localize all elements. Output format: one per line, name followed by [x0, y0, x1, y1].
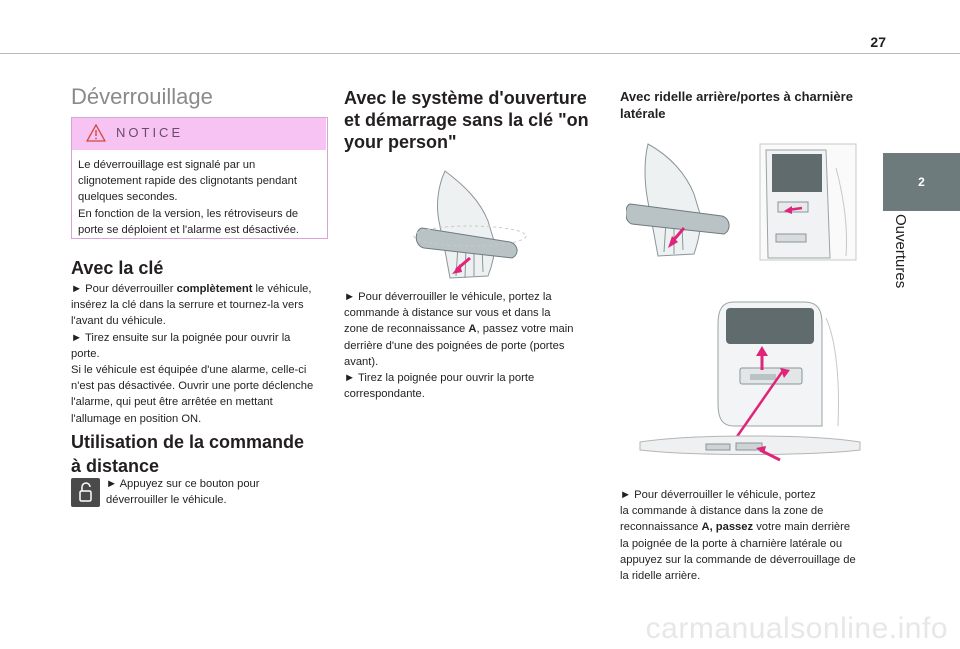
watermark: carmanualsonline.info [645, 612, 948, 645]
keyless-line: derrière d'une des poignées de porte (portes [344, 339, 565, 352]
text-span: , passez votre main [476, 323, 574, 336]
header-rule [0, 53, 960, 54]
key-heading: Avec la clé [71, 258, 164, 278]
text-span: reconnaissance [620, 521, 702, 534]
heading-line: Avec le système d'ouverture [344, 88, 587, 108]
key-line: l'allumage en position ON. [71, 412, 202, 425]
text-span: zone de reconnaissance [344, 323, 469, 336]
text-bold: A, passez [701, 521, 754, 534]
rear-line: la ridelle arrière. [620, 570, 701, 583]
notice-header [72, 118, 326, 150]
heading-line: your person" [344, 132, 457, 152]
keyless-line: commande à distance sur vous et dans la [344, 307, 551, 320]
rear-line: appuyez sur la commande de déverrouillage de [620, 553, 856, 566]
chapter-number: 2 [918, 175, 925, 189]
keyless-line: correspondante. [344, 388, 425, 401]
remote-line: déverrouiller le véhicule. [106, 494, 227, 507]
warning-icon [86, 124, 106, 142]
hand-on-handle-illustration [626, 138, 858, 264]
remote-line: ► Appuyez sur ce bouton pour [106, 478, 260, 490]
text-span: le véhicule, [252, 283, 312, 295]
section-title: Déverrouillage [71, 84, 213, 109]
rear-line: la poignée de la porte à charnière latérale ou [620, 537, 843, 550]
key-line: Si le véhicule est équipée d'une alarme, celle-ci [71, 364, 307, 377]
notice-line: quelques secondes. [78, 191, 178, 204]
key-line: insérez la clé dans la serrure et tournez-la vers [71, 299, 304, 312]
key-line: ► Tirez ensuite sur la poignée pour ouvrir la [71, 331, 291, 344]
heading-line: latérale [620, 106, 666, 121]
rear-line: la commande à distance dans la zone de [620, 505, 824, 518]
notice-line: clignotement rapide des clignotants pendant [78, 175, 297, 188]
text-bold: A [468, 323, 477, 336]
text-bold: complètement [176, 283, 253, 295]
rear-door-text [620, 487, 870, 584]
keyless-text [344, 289, 584, 402]
keyless-line: avant). [344, 355, 379, 368]
heading-line: Avec ridelle arrière/portes à charnière [620, 89, 853, 104]
key-line [71, 281, 331, 297]
heading-line: Utilisation de la commande [71, 432, 305, 452]
unlock-button-icon [71, 478, 100, 507]
rear-door-heading [620, 88, 853, 122]
chapter-label: Ouvertures [892, 214, 909, 289]
notice-line: porte se déploient et l'alarme est désactivée. [78, 223, 300, 236]
text-span: ► Pour déverrouiller [71, 283, 177, 295]
key-line: n'est pas désactivée. Ouvrir une porte déclenche [71, 380, 314, 393]
key-line: l'avant du véhicule. [71, 315, 166, 328]
rear-line: ► Pour déverrouiller le véhicule, portez [620, 489, 816, 501]
keyless-line: ► Tirez la poignée pour ouvrir la porte [344, 372, 535, 385]
keyless-line [344, 321, 584, 337]
text-span: votre main derrière [753, 521, 851, 534]
notice-text [78, 157, 323, 238]
notice-line: Le déverrouillage est signalé par un [78, 159, 256, 171]
tailgate-illustration [632, 300, 868, 476]
heading-line: à distance [71, 456, 160, 476]
notice-line: En fonction de la version, les rétroviseurs de [78, 207, 299, 220]
key-line: l'alarme, qui peut être arrêtée en mettant [71, 396, 273, 409]
key-line: porte. [71, 347, 100, 360]
key-text [71, 281, 331, 427]
keyless-heading [344, 87, 589, 153]
remote-heading [71, 430, 304, 478]
keyless-line: ► Pour déverrouiller le véhicule, portez la [344, 291, 552, 303]
page-number: 27 [870, 34, 886, 50]
heading-line: et démarrage sans la clé "on [344, 110, 589, 130]
remote-text [106, 476, 260, 508]
door-handle-illustration [410, 166, 530, 286]
notice-heading: NOTICE [116, 125, 184, 140]
rear-line [620, 519, 870, 535]
